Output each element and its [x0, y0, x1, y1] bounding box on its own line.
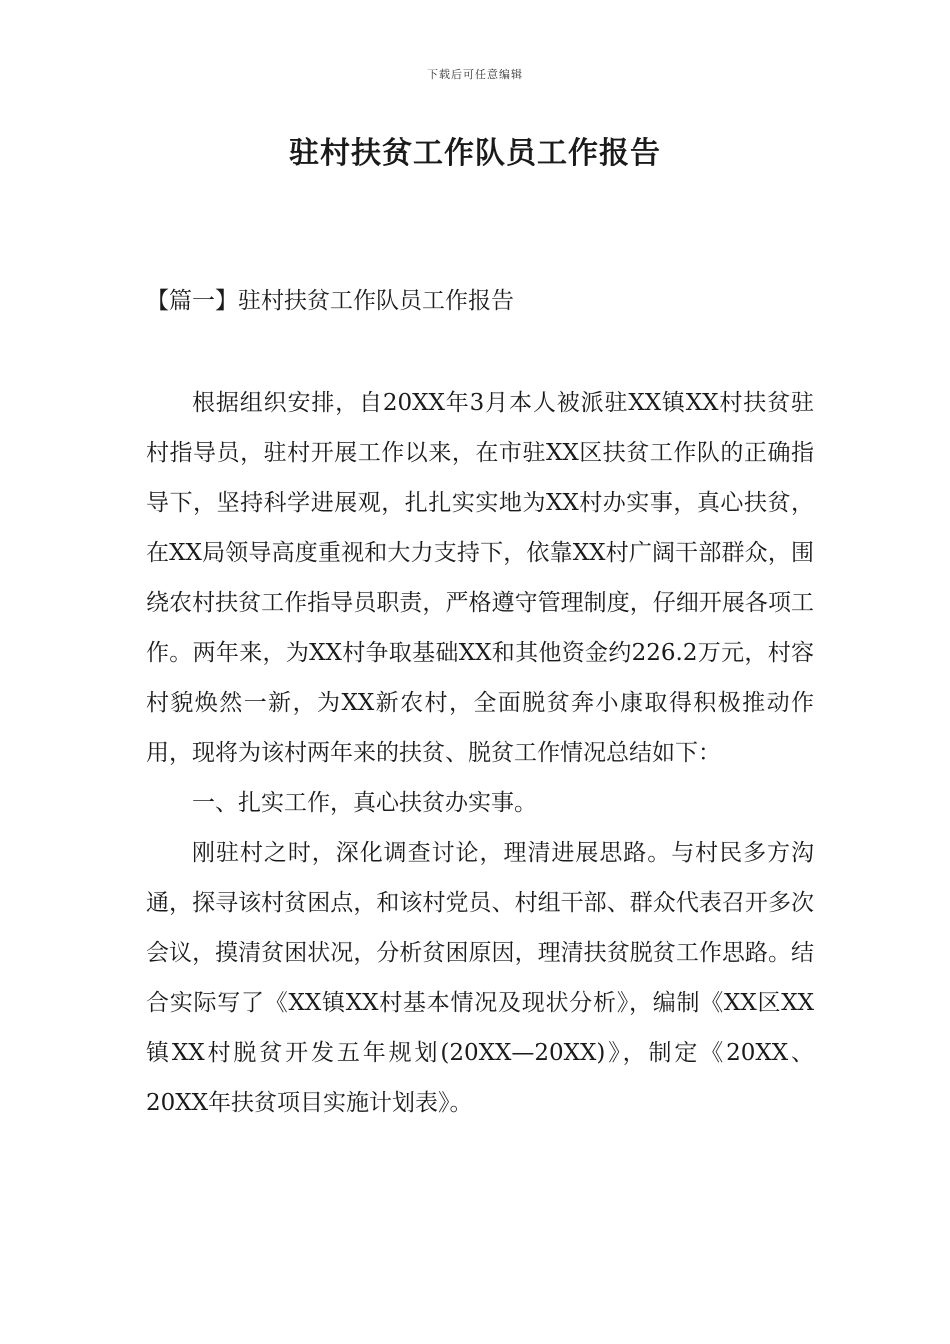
section-heading: 【篇一】驻村扶贫工作队员工作报告 [146, 288, 514, 314]
document-title: 驻村扶贫工作队员工作报告 [289, 136, 661, 171]
header-note: 下载后可任意编辑 [427, 68, 523, 81]
paragraph: 刚驻村之时，深化调查讨论，理清进展思路。与村民多方沟通，探寻该村贫困点，和该村党员、村组干部、群众代表召开多次会议，摸清贫困状况，分析贫困原因，理清扶贫脱贫工作思路。结合实际写了《XX镇XX村基本情况及现状分析》，编制《XX区XX镇XX村脱贫开发五年规划(20XX—20XX)》，制定《20XX、20XX年扶贫项目实施计划表》。 [146, 840, 814, 1116]
paragraph: 一、扎实工作，真心扶贫办实事。 [192, 790, 537, 816]
paragraph: 根据组织安排，自20XX年3月本人被派驻XX镇XX村扶贫驻村指导员，驻村开展工作以来，在市驻XX区扶贫工作队的正确指导下，坚持科学进展观，扎扎实实地为XX村办实事，真心扶贫，在XX局领导高度重视和大力支持下，依靠XX村广阔干部群众，围绕农村扶贫工作指导员职责，严格遵守管理制度，仔细开展各项工作。两年来，为XX村争取基础XX和其他资金约226.2万元，村容村貌焕然一新，为XX新农村，全面脱贫奔小康取得积极推动作用，现将为该村两年来的扶贫、脱贫工作情况总结如下： [146, 390, 814, 766]
document-body [146, 378, 814, 1128]
